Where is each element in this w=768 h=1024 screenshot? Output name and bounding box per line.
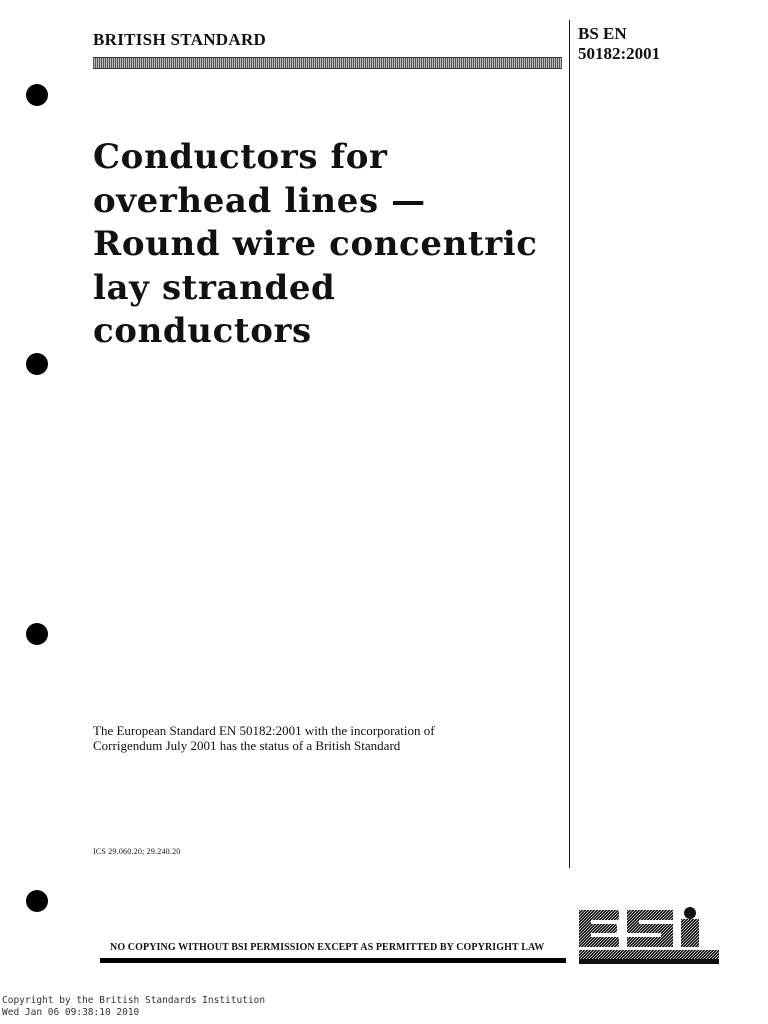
status-line: Corrigendum July 2001 has the status of a British Standard (93, 738, 401, 753)
punch-hole-icon (26, 623, 48, 645)
copyright-notice: NO COPYING WITHOUT BSI PERMISSION EXCEPT AS PERMITTED BY COPYRIGHT LAW (110, 942, 545, 953)
footer-line: Wed Jan 06 09:38:10 2010 (2, 1006, 140, 1018)
punch-hole-icon (26, 353, 48, 375)
footer-line: Copyright by the British Standards Institution (2, 995, 266, 1006)
punch-hole-icon (26, 890, 48, 912)
notice-divider (100, 958, 566, 963)
copyright-footer (2, 995, 265, 1018)
ics-code: ICS 29.060.20; 29.240.20 (93, 847, 181, 856)
title-line: conductors (93, 311, 312, 351)
standard-number-line: BS EN (578, 24, 627, 43)
document-title (93, 136, 563, 354)
standard-number-line: 50182:2001 (578, 44, 661, 63)
punch-hole-icon (26, 84, 48, 106)
standard-number (578, 24, 660, 64)
status-line: The European Standard EN 50182:2001 with the incorporation of (93, 723, 435, 738)
title-line: lay stranded (93, 267, 336, 308)
title-line: Round wire concentric (93, 224, 538, 264)
status-statement (93, 723, 553, 753)
title-line: overhead lines — (93, 180, 426, 221)
title-line: Conductors for (93, 137, 388, 177)
document-series-label: BRITISH STANDARD (93, 30, 267, 49)
vertical-divider (569, 20, 570, 868)
header-divider (93, 57, 562, 69)
bsi-logo (579, 902, 719, 964)
